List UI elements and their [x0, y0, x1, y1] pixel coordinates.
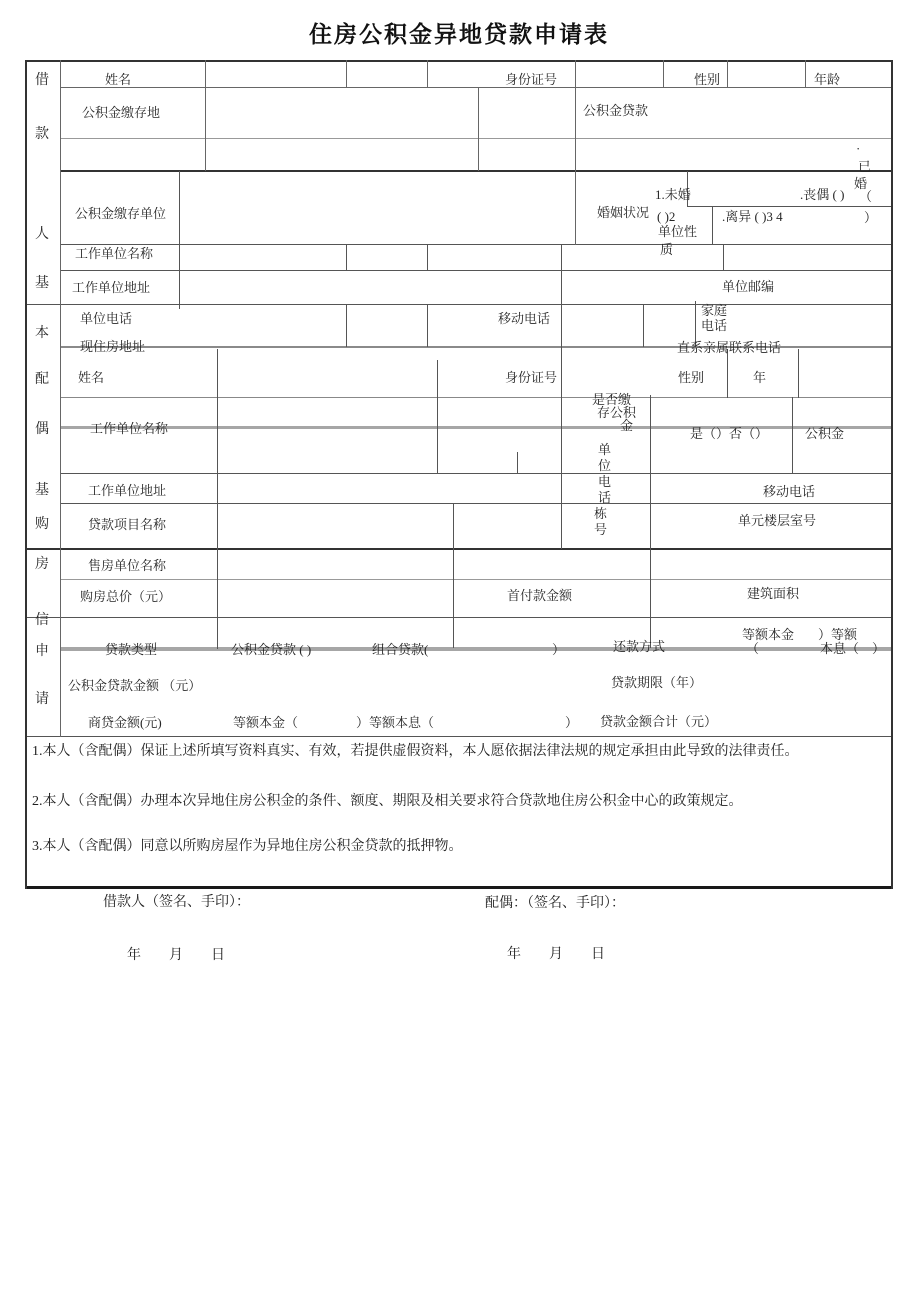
grid-line [723, 244, 724, 271]
loan-type-label: 贷款类型 [105, 642, 158, 657]
fund-deposit-place-label: 公积金缴存地 [82, 105, 161, 120]
equal-principal-option: 等额本金 [742, 627, 795, 642]
page-title: 住房公积金异地贷款申请表 [309, 22, 609, 47]
spouse-unit-phone-char: 电 [598, 474, 612, 489]
grid-line [427, 304, 428, 347]
section-strip-char: 信 [35, 613, 49, 628]
marital-option-widowed: .丧偶 ( ) [800, 187, 845, 202]
section-strip-char: 本 [35, 326, 49, 341]
borrower-signature-label: 借款人（签名、手印）： [103, 895, 250, 910]
date-line-left: 年 月 日 [127, 948, 225, 963]
marital-paren-open: （ [859, 189, 873, 204]
grid-line [60, 244, 893, 245]
family-phone-label-part1: 家庭 [701, 303, 728, 318]
grid-line [561, 244, 562, 549]
grid-line [346, 60, 347, 88]
grid-line [517, 452, 518, 474]
family-phone-label-part2: 电话 [701, 318, 728, 333]
grid-line [427, 244, 428, 271]
total-price-label: 购房总价（元） [80, 589, 172, 604]
grid-line [346, 304, 347, 347]
borrower-age-label: 年龄 [814, 72, 841, 87]
grid-line [805, 60, 806, 88]
section-strip-char: 购 [35, 517, 49, 532]
commercial-amount-label: 商贷金额(元) [88, 715, 162, 730]
spouse-age-label: 年 [753, 370, 767, 385]
loan-project-label: 贷款项目名称 [88, 517, 167, 532]
fund-loan-label: 公积金贷款 [583, 103, 649, 118]
section-strip-char: 款 [35, 127, 49, 142]
marital-paren-close: ） [864, 210, 878, 225]
grid-line [25, 304, 893, 305]
section-strip-char: 配 [35, 372, 49, 387]
date-line-right: 年 月 日 [507, 947, 605, 962]
current-address-label: 现住房地址 [80, 339, 146, 354]
section-strip-char: 偶 [35, 422, 49, 437]
spouse-name-label: 姓名 [78, 370, 105, 385]
unit-nature-label-part2: 质 [660, 242, 674, 257]
grid-line [60, 87, 893, 88]
marital-option-unmarried: 1.未婚 [655, 187, 691, 202]
section-strip-char: 基 [35, 483, 49, 498]
field-close-paren: ） [565, 715, 579, 730]
grid-line [179, 171, 180, 309]
grid-line [891, 60, 893, 889]
spouse-gender-label: 性别 [678, 370, 705, 385]
grid-line [650, 395, 651, 648]
fund-loan-amount-label: 公积金贷款金额 （元） [68, 678, 202, 693]
grid-line [25, 60, 27, 889]
marital-vertical-dot: · [856, 141, 861, 156]
grid-line [346, 244, 347, 271]
spouse-fund-label: 公积金 [805, 426, 845, 441]
combo-loan-close-paren: ） [552, 642, 566, 657]
marital-vertical-yi: 已 [858, 159, 872, 174]
grid-line [60, 426, 893, 429]
grid-line [727, 60, 728, 88]
grid-line [687, 206, 893, 207]
grid-line [60, 473, 893, 474]
marital-status-label: 婚姻状况 [597, 205, 650, 220]
spouse-unit-phone-char: 单 [598, 442, 612, 457]
fund-loan-option: 公积金贷款 ( ) [231, 642, 312, 657]
section-strip-char: 请 [35, 692, 49, 707]
grid-line [798, 349, 799, 398]
grid-line [437, 360, 438, 474]
building-number-char: 号 [594, 522, 608, 537]
fund-question-label-part1: 是否缴 [592, 392, 632, 407]
grid-line [25, 548, 893, 550]
spouse-mobile-label: 移动电话 [763, 484, 816, 499]
section-strip-char: 基 [35, 276, 49, 291]
grid-line [575, 60, 576, 245]
section-strip-char: 申 [35, 644, 49, 659]
grid-line [727, 349, 728, 398]
grid-line [478, 87, 479, 171]
grid-line [453, 503, 454, 648]
fund-deposit-unit-label: 公积金缴存单位 [75, 206, 167, 221]
grid-line [60, 170, 893, 172]
marital-option-divorced: .离异 ( )3 4 [722, 209, 783, 224]
borrower-work-addr-label: 工作单位地址 [72, 280, 151, 295]
grid-line [60, 503, 893, 504]
grid-line [60, 397, 893, 398]
spouse-unit-phone-char: 位 [598, 458, 612, 473]
total-loan-amount-label: 贷款金额合计（元） [600, 714, 718, 729]
relative-phone-label: 直系亲属联系电话 [677, 340, 782, 355]
unit-phone-label: 单位电话 [80, 311, 133, 326]
section-strip-char: 人 [35, 227, 49, 242]
unit-floor-room-label: 单元楼层室号 [738, 513, 817, 528]
grid-line [663, 60, 664, 88]
borrower-id-label: 身份证号 [505, 72, 558, 87]
loan-term-label: 贷款期限（年） [611, 675, 703, 690]
grid-line [60, 579, 893, 580]
spouse-unit-phone-char: 话 [598, 490, 612, 505]
borrower-mobile-label: 移动电话 [498, 311, 551, 326]
combo-loan-option: 组合贷款( [372, 642, 429, 657]
unit-postcode-label: 单位邮编 [722, 279, 775, 294]
borrower-work-name-label: 工作单位名称 [75, 246, 154, 261]
fund-yes-no-option: 是（）否（） [690, 426, 769, 441]
grid-line [792, 397, 793, 474]
fund-question-label-part3: 金 [620, 418, 634, 433]
seller-name-label: 售房单位名称 [88, 558, 167, 573]
spouse-work-addr-label: 工作单位地址 [88, 483, 167, 498]
equal-interest-field: ）等额本息（ [356, 715, 435, 730]
repay-open-paren: （ [746, 641, 760, 656]
section-strip-char: 房 [35, 557, 49, 572]
marital-vertical-hun: 婚 [854, 176, 868, 191]
grid-line [205, 60, 206, 171]
spouse-work-name-label: 工作单位名称 [90, 421, 169, 436]
equal-principal-paren: ）等额 [818, 627, 858, 642]
grid-line [643, 304, 644, 347]
equal-principal-field: 等额本金（ [233, 715, 299, 730]
declaration-item: 2.本人（含配偶）办理本次异地住房公积金的条件、额度、期限及相关要求符合贷款地住房公积金中心的政策规定。 [32, 794, 743, 809]
building-area-label: 建筑面积 [747, 586, 800, 601]
grid-line [25, 886, 893, 889]
grid-line [427, 60, 428, 88]
grid-line [60, 138, 893, 139]
grid-line [25, 736, 893, 737]
down-payment-label: 首付款金额 [507, 588, 573, 603]
borrower-gender-label: 性别 [694, 72, 721, 87]
grid-line [712, 206, 713, 245]
section-strip-char: 借 [35, 73, 49, 88]
equal-interest-option: 本息（ ） [820, 641, 886, 656]
marital-option-2: ( )2 [657, 209, 676, 224]
grid-line [25, 60, 893, 62]
grid-line [60, 647, 893, 651]
declaration-item: 1.本人（含配偶）保证上述所填写资料真实、有效，若提供虚假资料，本人愿依据法律法规的规定承担由此导致的法律责任。 [32, 744, 799, 759]
grid-line [25, 617, 893, 618]
grid-line [60, 60, 61, 737]
building-number-char: 栋 [594, 506, 608, 521]
spouse-signature-label: 配偶：（签名、手印）： [485, 896, 625, 911]
borrower-name-label: 姓名 [105, 72, 132, 87]
fund-question-label-part2: 存公积 [597, 405, 637, 420]
grid-line [60, 270, 893, 271]
grid-line [217, 349, 218, 649]
declaration-item: 3.本人（含配偶）同意以所购房屋作为异地住房公积金贷款的抵押物。 [32, 839, 463, 854]
spouse-id-label: 身份证号 [505, 370, 558, 385]
unit-nature-label-part1: 单位性 [658, 224, 698, 239]
repay-method-label: 还款方式 [613, 639, 666, 654]
